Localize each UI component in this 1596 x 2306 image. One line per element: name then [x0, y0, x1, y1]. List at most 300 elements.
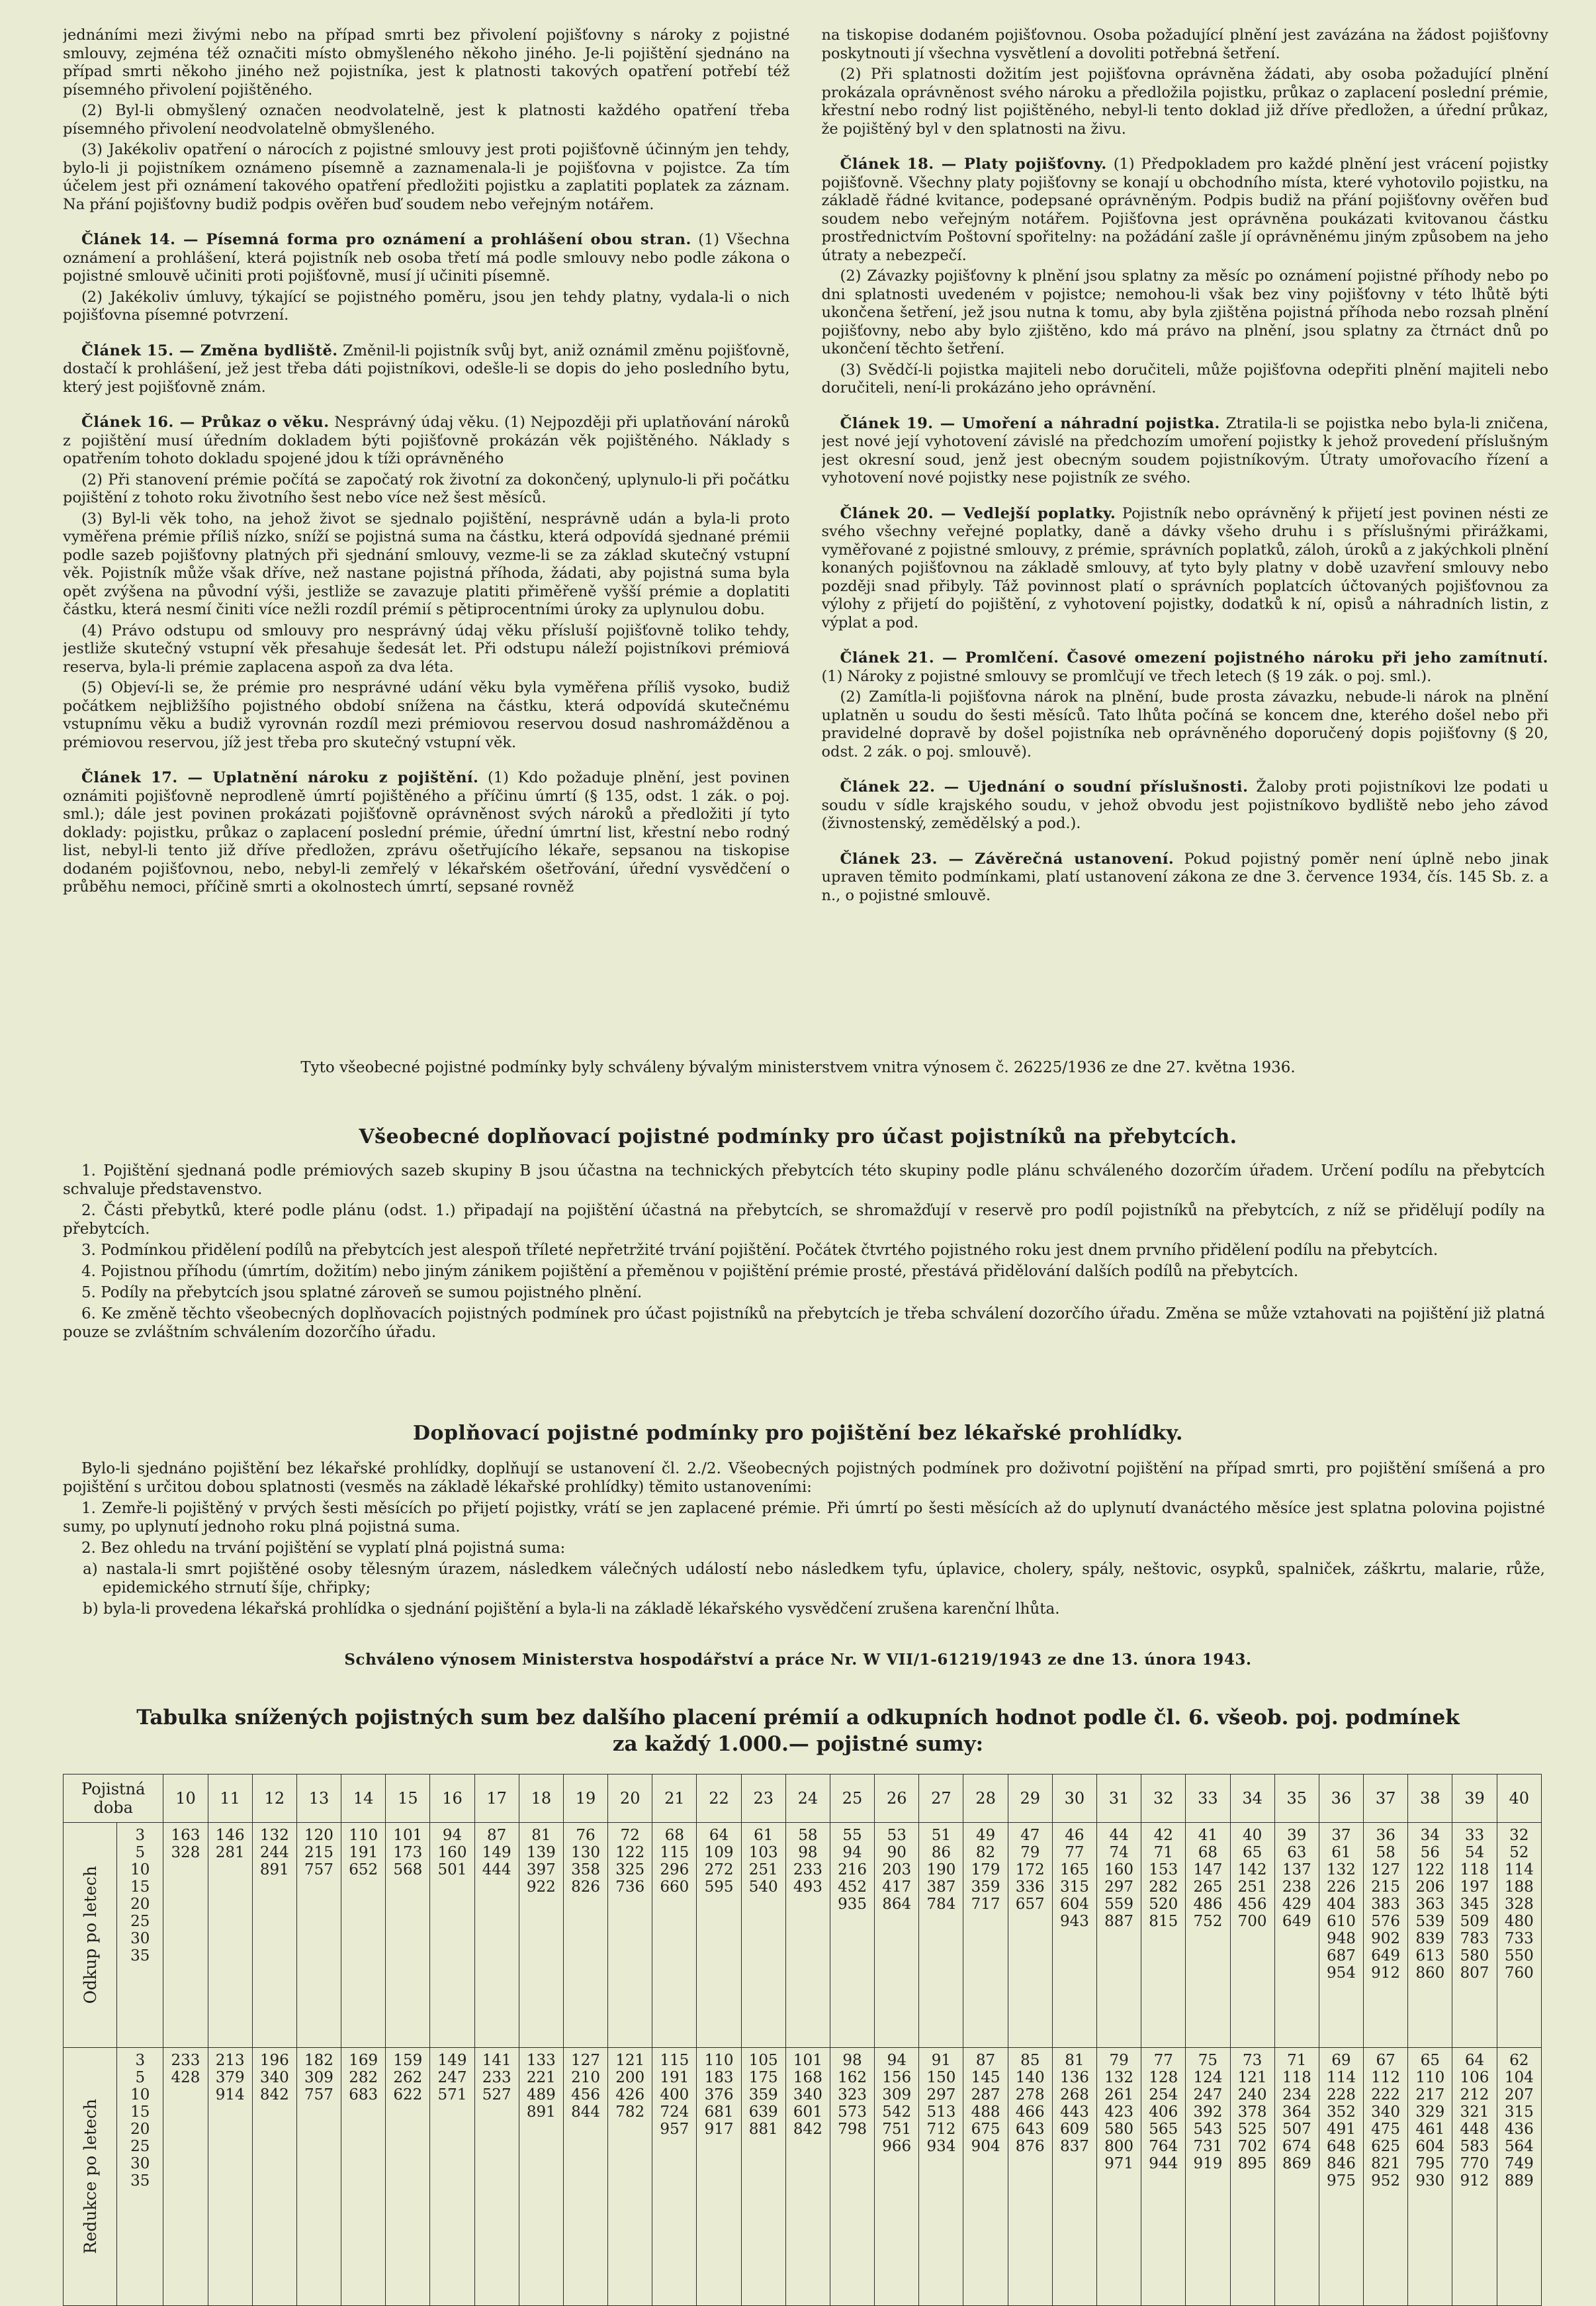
surplus-item: 5. Podíly na přebytcích jsou splatné zároveň se sumou pojistného plnění.	[81, 1284, 643, 1301]
cell-value: 957	[660, 2121, 689, 2138]
cell-value: 520	[1149, 1896, 1178, 1913]
cell-value: 54	[1464, 1844, 1485, 1861]
cell-value: 206	[1415, 1878, 1445, 1896]
cell-value: 233	[482, 2069, 511, 2086]
cell-value: 121	[615, 2052, 645, 2069]
cell-value: 160	[437, 1844, 467, 1861]
column-header: 22	[697, 1775, 741, 1823]
cell-value: 315	[1059, 1878, 1089, 1896]
odkup-column	[1274, 1823, 1319, 2048]
cell-value: 683	[349, 2086, 378, 2103]
cell-value: 935	[838, 1896, 867, 1913]
cell-value: 573	[838, 2103, 867, 2121]
nomedical-item-2: 2. Bez ohledu na trvání pojištění se vyplatí plná pojistná suma:	[81, 1540, 566, 1557]
cell-value: 278	[1015, 2086, 1045, 2103]
cell-value: 966	[882, 2138, 912, 2155]
article-paragraph	[822, 649, 1549, 686]
cell-value: 87	[487, 1827, 507, 1844]
cell-value: 757	[304, 2086, 333, 2103]
column-header: 37	[1364, 1775, 1408, 1823]
cell-value: 550	[1504, 1947, 1534, 1964]
redukce-column	[875, 2048, 919, 2306]
cell-value: 580	[1460, 1947, 1489, 1964]
cell-value: 609	[1059, 2121, 1089, 2138]
cell-value: 486	[1193, 1896, 1223, 1913]
cell-value: 895	[1237, 2155, 1267, 2172]
odkup-column	[830, 1823, 874, 2048]
cell-value: 132	[259, 1827, 289, 1844]
body-paragraph: (4) Právo odstupu od smlouvy pro nesprávný údaj věku přísluší pojišťovně toliko tehdy, jestliže skutečný vstupní věk přesahuje šedesát let. Při odstupu náleží pojistníkovi prémiová reserva, byla-li prémie zaplacena aspoň za dva léta.	[63, 622, 790, 676]
cell-value: 914	[215, 2086, 245, 2103]
cell-value: 428	[171, 2069, 200, 2086]
cell-value: 571	[437, 2086, 467, 2103]
cell-value: 364	[1282, 2103, 1311, 2121]
redukce-column	[1452, 2048, 1497, 2306]
article-text: (1) Kdo požaduje plnění, jest povinen oznámiti pojišťovně neprodleně úmrtí pojištěného a příčinu úmrtí (§ 135, odst. 1 zák. o poj. sml.); dále jest povinen prokázati pojišťovně oprávněnost svých nároků a předložiti jí tyto doklady: pojistku, průkaz o zaplacení poslední prémie, úřední úmrtní list, křestní nebo rodný list, nebyl-li tento již dříve předložen, zprávu ošetřujícího lékaře, sepsanou na tiskopise dodaném pojišťovnou, nebo, nebyl-li zemřelý v lékařském ošetřování, úřední vysvědčení o průběhu nemoci, příčině smrti a okolnostech úmrtí, sepsané rovněž	[63, 769, 790, 896]
redukce-column	[252, 2048, 296, 2306]
nomedical-intro: Bylo-li sjednáno pojištění bez lékařské prohlídky, doplňují se ustanovení čl. 2./2. Všeobecných pojistných podmínek pro doživotní pojištění na případ smrti, pro pojištění smíšená a pro pojištění s určitou dobou splatnosti (vesměs na základě lékařské prohlídky) těmito ustanoveními:	[63, 1460, 1545, 1496]
cell-value: 254	[1149, 2086, 1178, 2103]
cell-value: 601	[793, 2103, 822, 2121]
cell-value: 251	[748, 1861, 778, 1878]
cell-value: 233	[171, 2052, 200, 2069]
cell-value: 542	[882, 2103, 912, 2121]
redukce-column	[1408, 2048, 1452, 2306]
cell-value: 55	[842, 1827, 862, 1844]
odkup-column	[785, 1823, 830, 2048]
cell-value: 124	[1193, 2069, 1223, 2086]
odkup-column	[563, 1823, 607, 2048]
cell-value: 837	[1059, 2138, 1089, 2155]
cell-value: 61	[754, 1827, 774, 1844]
cell-value: 860	[1415, 1964, 1445, 1982]
cell-value: 400	[660, 2086, 689, 2103]
cell-value: 815	[1149, 1913, 1178, 1930]
column-header: 14	[341, 1775, 386, 1823]
cell-value: 501	[437, 1861, 467, 1878]
approval-note-1936: Tyto všeobecné pojistné podmínky byly schváleny bývalým ministerstvem vnitra výnosem č. 26225/1936 ze dne 27. května 1936.	[300, 1059, 1296, 1076]
odkup-column	[208, 1823, 252, 2048]
year-value: 30	[130, 1930, 150, 1947]
article-paragraph	[63, 342, 790, 397]
redukce-column	[1319, 2048, 1363, 2306]
nomedical-item-2a: a) nastala-li smrt pojištěné osoby tělesným úrazem, následkem válečných událostí nebo následkem tyfu, úplavice, cholery, spály, neštovic, osypků, spalniček, záškrtu, malarie, růže, epidemického strnutí šíje, chřipky;	[83, 1561, 1545, 1596]
year-value: 10	[130, 2086, 150, 2103]
cell-value: 160	[1104, 1861, 1134, 1878]
cell-value: 247	[437, 2069, 467, 2086]
cell-value: 217	[1415, 2086, 1445, 2103]
cell-value: 76	[576, 1827, 596, 1844]
cell-value: 98	[798, 1844, 818, 1861]
cell-value: 821	[1371, 2155, 1401, 2172]
surplus-title: Všeobecné doplňovací pojistné podmínky pro účast pojistníků na přebytcích.	[359, 1125, 1237, 1148]
cell-value: 103	[748, 1844, 778, 1861]
cell-value: 34	[1420, 1827, 1440, 1844]
odkup-column	[341, 1823, 386, 2048]
cell-value: 91	[931, 2052, 952, 2069]
odkup-column	[1497, 1823, 1541, 2048]
cell-value: 132	[1326, 1861, 1356, 1878]
year-value: 15	[130, 2103, 150, 2121]
cell-value: 150	[926, 2069, 956, 2086]
cell-value: 674	[1282, 2138, 1311, 2155]
redukce-column	[1097, 2048, 1141, 2306]
cell-value: 53	[887, 1827, 907, 1844]
cell-value: 191	[349, 1844, 378, 1861]
cell-value: 321	[1460, 2103, 1489, 2121]
redukce-column	[697, 2048, 741, 2306]
right-column	[822, 26, 1549, 1059]
cell-value: 323	[838, 2086, 867, 2103]
cell-value: 540	[748, 1878, 778, 1896]
cell-value: 98	[842, 2052, 862, 2069]
cell-value: 215	[1371, 1878, 1401, 1896]
cell-value: 649	[1282, 1913, 1311, 1930]
cell-value: 127	[1371, 1861, 1401, 1878]
cell-value: 145	[971, 2069, 1000, 2086]
cell-value: 340	[1371, 2103, 1401, 2121]
cell-value: 764	[1149, 2138, 1178, 2155]
cell-value: 652	[349, 1861, 378, 1878]
cell-value: 46	[1065, 1827, 1085, 1844]
cell-value: 272	[704, 1861, 734, 1878]
cell-value: 68	[1198, 1844, 1218, 1861]
cell-value: 101	[393, 1827, 423, 1844]
cell-value: 757	[304, 1861, 333, 1878]
cell-value: 79	[1109, 2052, 1129, 2069]
cell-value: 842	[793, 2121, 822, 2138]
table-title	[0, 1704, 1596, 1757]
cell-value: 648	[1326, 2138, 1356, 2155]
cell-value: 203	[882, 1861, 912, 1878]
cell-value: 190	[926, 1861, 956, 1878]
cell-value: 363	[1415, 1896, 1445, 1913]
cell-value: 466	[1015, 2103, 1045, 2121]
redukce-column	[1186, 2048, 1230, 2306]
article-heading: Článek 23. — Závěrečná ustanovení.	[840, 850, 1175, 868]
cell-value: 33	[1464, 1827, 1485, 1844]
redukce-column	[830, 2048, 874, 2306]
cell-value: 461	[1415, 2121, 1445, 2138]
cell-value: 297	[926, 2086, 956, 2103]
year-value: 5	[135, 2069, 146, 2086]
odkup-column	[1408, 1823, 1452, 2048]
cell-value: 64	[1464, 2052, 1485, 2069]
cell-value: 826	[571, 1878, 600, 1896]
cell-value: 94	[887, 2052, 907, 2069]
body-paragraph: (2) Při stanovení prémie počítá se započatý rok životní za dokončený, uplynulo-li při počátku pojištění z tohoto roku životního šest nebo více než šest měsíců.	[63, 471, 790, 506]
article-heading: Článek 20. — Vedlejší poplatky.	[840, 504, 1116, 522]
odkup-column	[875, 1823, 919, 2048]
cell-value: 139	[526, 1844, 556, 1861]
cell-value: 622	[393, 2086, 423, 2103]
redukce-column	[474, 2048, 519, 2306]
cell-value: 336	[1015, 1878, 1045, 1896]
cell-value: 140	[1015, 2069, 1045, 2086]
cell-value: 32	[1509, 1827, 1529, 1844]
cell-value: 191	[660, 2069, 689, 2086]
redukce-column	[563, 2048, 607, 2306]
year-value: 3	[135, 1827, 146, 1844]
cell-value: 513	[926, 2103, 956, 2121]
cell-value: 971	[1104, 2155, 1134, 2172]
odkup-years	[117, 1823, 163, 2048]
column-header: 27	[919, 1775, 963, 1823]
cell-value: 251	[1237, 1878, 1267, 1896]
nomedical-item-1: 1. Zemře-li pojištěný v prvých šesti měsících po přijetí pojistky, vrátí se jen zaplacené prémie. Při úmrtí po šesti měsících až do uplynutí dvanáctého měsíce jest splatna polovina pojistné sumy, po uplynutí jednoho roku plná pojistná suma.	[63, 1500, 1545, 1536]
article-paragraph	[63, 231, 790, 286]
cell-value: 902	[1371, 1930, 1401, 1947]
article-heading: Článek 18. — Platy pojišťovny.	[840, 156, 1107, 173]
cell-value: 934	[926, 2138, 956, 2155]
cell-value: 379	[215, 2069, 245, 2086]
article-paragraph	[822, 851, 1549, 905]
cell-value: 436	[1504, 2121, 1534, 2138]
cell-value: 44	[1109, 1827, 1129, 1844]
cell-value: 736	[615, 1878, 645, 1896]
redukce-column	[208, 2048, 252, 2306]
redukce-column	[163, 2048, 208, 2306]
cell-value: 141	[482, 2052, 511, 2069]
cell-value: 121	[1237, 2069, 1267, 2086]
year-value: 10	[130, 1861, 150, 1878]
cell-value: 952	[1371, 2172, 1401, 2190]
body-paragraph: (5) Objeví-li se, že prémie pro nesprávné udání věku byla vyměřena příliš vysoko, budiž počátkem nejbližšího pojistného období snížena na částku, která odpovídá skutečnému vstupnímu věku a budiž vyrovnán rozdíl mezi prémiovou reservou dosud nashromážděnou a prémiovou reservou, jíž jest třeba pro skutečný vstupní věk.	[63, 679, 790, 751]
values-table	[63, 1774, 1542, 2306]
cell-value: 527	[482, 2086, 511, 2103]
odkup-column	[1364, 1823, 1408, 2048]
column-header: 15	[386, 1775, 430, 1823]
odkup-column	[697, 1823, 741, 2048]
cell-value: 760	[1504, 1964, 1534, 1982]
cell-value: 207	[1504, 2086, 1534, 2103]
article-text: Pokud pojistný poměr není úplně nebo jinak upraven těmito podmínkami, platí ustanovení zákona ze dne 3. července 1934, čís. 145 Sb. z. a n., o pojistné smlouvě.	[821, 850, 1548, 904]
column-header: 33	[1186, 1775, 1230, 1823]
surplus-item: 1. Pojištění sjednaná podle prémiových sazeb skupiny B jsou účastna na technických přebytcích této skupiny podle plánu schváleného dozorčím úřadem. Určení podílu na přebytcích schvaluje představenstvo.	[63, 1162, 1545, 1198]
cell-value: 889	[1504, 2172, 1534, 2190]
redukce-column	[430, 2048, 474, 2306]
year-value: 35	[130, 2172, 150, 2190]
cell-value: 488	[971, 2103, 1000, 2121]
cell-value: 639	[748, 2103, 778, 2121]
cell-value: 287	[971, 2086, 1000, 2103]
odkup-label	[64, 1823, 117, 2048]
cell-value: 876	[1015, 2138, 1045, 2155]
cell-value: 800	[1104, 2138, 1134, 2155]
cell-value: 491	[1326, 2121, 1356, 2138]
cell-value: 798	[838, 2121, 867, 2138]
cell-value: 262	[393, 2069, 423, 2086]
redukce-column	[1497, 2048, 1541, 2306]
cell-value: 41	[1198, 1827, 1218, 1844]
cell-value: 153	[1149, 1861, 1178, 1878]
cell-value: 325	[615, 1861, 645, 1878]
cell-value: 712	[926, 2121, 956, 2138]
cell-value: 376	[704, 2086, 734, 2103]
cell-value: 643	[1015, 2121, 1045, 2138]
cell-value: 864	[882, 1896, 912, 1913]
cell-value: 917	[704, 2121, 734, 2138]
redukce-column	[652, 2048, 697, 2306]
column-header: 40	[1497, 1775, 1541, 1823]
cell-value: 110	[704, 2052, 734, 2069]
cell-value: 657	[1015, 1896, 1045, 1913]
year-value: 15	[130, 1878, 150, 1896]
header-label: Pojistná doba	[64, 1775, 163, 1823]
cell-value: 383	[1371, 1896, 1401, 1913]
cell-value: 443	[1059, 2103, 1089, 2121]
cell-value: 309	[304, 2069, 333, 2086]
cell-value: 595	[704, 1878, 734, 1896]
cell-value: 90	[887, 1844, 907, 1861]
cell-value: 36	[1376, 1827, 1396, 1844]
cell-value: 238	[1282, 1878, 1311, 1896]
cell-value: 128	[1149, 2069, 1178, 2086]
year-value: 25	[130, 1913, 150, 1930]
article-text: Pojistník nebo oprávněný k přijetí jest povinen nésti ze svého všechny veřejné poplatky, daně a dávky všeho druhu i s příslušnými přirážkami, vyměřované z pojistné smlouvy, z prémie, správních poplatků, záloh, úroků a z jakýchkoli plnění konaných pojišťovnou na základě smlouvy, ať tyto byly platny v době uzavření smlouvy nebo později snad přibyly. Táž povinnost platí o správních poplatcích účtovaných pojišťovnou za výlohy z přijetí do pojištění, z vyhotovení pojistky, dodatků k ní, opisů a náhradních listin, z výplat a pod.	[821, 504, 1548, 631]
column-header: 23	[741, 1775, 785, 1823]
column-header: 18	[519, 1775, 563, 1823]
column-header: 36	[1319, 1775, 1363, 1823]
cell-value: 63	[1287, 1844, 1307, 1861]
redukce-column	[296, 2048, 341, 2306]
cell-value: 397	[526, 1861, 556, 1878]
cell-value: 912	[1460, 2172, 1489, 2190]
cell-value: 52	[1509, 1844, 1529, 1861]
cell-value: 426	[615, 2086, 645, 2103]
cell-value: 86	[931, 1844, 952, 1861]
cell-value: 752	[1193, 1913, 1223, 1930]
cell-value: 115	[660, 1844, 689, 1861]
cell-value: 168	[793, 2069, 822, 2086]
cell-value: 543	[1193, 2121, 1223, 2138]
cell-value: 42	[1153, 1827, 1173, 1844]
cell-value: 456	[571, 2086, 600, 2103]
article-paragraph	[63, 769, 790, 897]
redukce-column	[608, 2048, 652, 2306]
cell-value: 282	[349, 2069, 378, 2086]
cell-value: 210	[571, 2069, 600, 2086]
column-header: 35	[1274, 1775, 1319, 1823]
cell-value: 149	[482, 1844, 511, 1861]
cell-value: 179	[971, 1861, 1000, 1878]
cell-value: 507	[1282, 2121, 1311, 2138]
odkup-column	[519, 1823, 563, 2048]
cell-value: 106	[1460, 2069, 1489, 2086]
column-header: 16	[430, 1775, 474, 1823]
body-paragraph: (2) Závazky pojišťovny k plnění jsou splatny za měsíc po oznámení pojistné příhody nebo po dni splatnosti uvedeném v pojistce; nemohou-li však bez viny pojišťovny v této lhůtě býti ukončena šetření, jež jsou nutna k tomu, aby byla zjištěna pojistná příhoda nebo rozsah plnění pojišťovny, nebo aby bylo zjištěno, kdo má právo na plnění, jsou splatny za čtrnáct dnů po ukončení těchto šetření.	[821, 267, 1548, 357]
cell-value: 345	[1460, 1896, 1489, 1913]
cell-value: 51	[931, 1827, 952, 1844]
cell-value: 62	[1509, 2052, 1529, 2069]
redukce-column	[1008, 2048, 1052, 2306]
year-value: 5	[135, 1844, 146, 1861]
cell-value: 120	[304, 1827, 333, 1844]
cell-value: 72	[620, 1827, 640, 1844]
surplus-item: 4. Pojistnou příhodu (úmrtím, dožitím) nebo jiným zánikem pojištění a přeměnou v pojištění prémie prosté, přestává přidělování dalších podílů na přebytcích.	[81, 1263, 1299, 1280]
cell-value: 406	[1149, 2103, 1178, 2121]
cell-value: 625	[1371, 2138, 1401, 2155]
cell-value: 49	[975, 1827, 996, 1844]
cell-value: 423	[1104, 2103, 1134, 2121]
cell-value: 130	[571, 1844, 600, 1861]
cell-value: 930	[1415, 2172, 1445, 2190]
cell-value: 114	[1504, 1861, 1534, 1878]
cell-value: 846	[1326, 2155, 1356, 2172]
cell-value: 165	[1059, 1861, 1089, 1878]
cell-value: 891	[259, 1861, 289, 1878]
cell-value: 717	[971, 1896, 1000, 1913]
article-paragraph	[822, 156, 1549, 265]
cell-value: 881	[748, 2121, 778, 2138]
table-title-line2: za každý 1.000.— pojistné sumy:	[612, 1732, 984, 1756]
body-paragraph: jednáními mezi živými nebo na případ smrti bez přivolení pojišťovny s nároky z pojistné smlouvy, zejména též označiti místo obmyšleného někoho jiného. Je-li pojištění sjednáno na případ smrti někoho jiného než pojistníka, jest k platnosti takových opatření potřebí též písemného přivolení pojištěného.	[63, 26, 790, 99]
cell-value: 844	[571, 2103, 600, 2121]
cell-value: 69	[1331, 2052, 1351, 2069]
cell-value: 975	[1326, 2172, 1356, 2190]
redukce-column	[386, 2048, 430, 2306]
article-heading: Článek 17. — Uplatnění nároku z pojištění.	[81, 769, 479, 786]
cell-value: 452	[838, 1878, 867, 1896]
cell-value: 182	[304, 2052, 333, 2069]
cell-value: 282	[1149, 1878, 1178, 1896]
article-text: (1) Nároky z pojistné smlouvy se promlčují ve třech letech (§ 19 zák. o poj. sml.).	[821, 667, 1432, 685]
cell-value: 240	[1237, 2086, 1267, 2103]
article-text: (1) Předpokladem pro každé plnění jest vrácení pojistky pojišťovně. Všechny platy pojišťovny se konají u obchodního místa, které vyhotovilo pojistku, na základě řádné kvitance, podepsané oprávněným. Podpis budiž na přání pojišťovny ověřen buď soudem nebo veřejným notářem. Pojišťovna jest oprávněna poukázati kvitovanou částku prostřednictvím Poštovní spořitelny: na požádání zašle jí oprávněnému jiným způsobem na jeho útraty a nebezpečí.	[821, 156, 1548, 264]
cell-value: 77	[1065, 1844, 1085, 1861]
cell-value: 568	[393, 1861, 423, 1878]
cell-value: 564	[1504, 2138, 1534, 2155]
cell-value: 228	[1326, 2086, 1356, 2103]
column-header: 10	[163, 1775, 208, 1823]
article-heading: Článek 22. — Ujednání o soudní příslušnosti.	[840, 778, 1249, 796]
cell-value: 352	[1326, 2103, 1356, 2121]
cell-value: 475	[1371, 2121, 1401, 2138]
cell-value: 429	[1282, 1896, 1311, 1913]
cell-value: 378	[1237, 2103, 1267, 2121]
cell-value: 944	[1149, 2155, 1178, 2172]
cell-value: 456	[1237, 1896, 1267, 1913]
cell-value: 115	[660, 2052, 689, 2069]
cell-value: 39	[1287, 1827, 1307, 1844]
odkup-column	[963, 1823, 1008, 2048]
odkup-label-text: Odkup po letech	[80, 1866, 100, 2004]
cell-value: 110	[1415, 2069, 1445, 2086]
redukce-column	[1364, 2048, 1408, 2306]
year-value: 25	[130, 2138, 150, 2155]
cell-value: 610	[1326, 1913, 1356, 1930]
cell-value: 73	[1242, 2052, 1263, 2069]
odkup-column	[1008, 1823, 1052, 2048]
redukce-column	[341, 2048, 386, 2306]
cell-value: 122	[1415, 1861, 1445, 1878]
cell-value: 784	[926, 1896, 956, 1913]
article-paragraph	[822, 778, 1549, 833]
body-paragraph: (2) Při splatnosti dožitím jest pojišťovna oprávněna žádati, aby osoba požadující plnění prokázala oprávněnost svého nároku a předložila pojistku, průkaz o zaplacení poslední prémie, křestní nebo rodný list pojištěného, nebyl-li tento doklad již dříve předložen, a úřední průkaz, že pojištěný byl v den splatnosti na živu.	[821, 66, 1548, 138]
cell-value: 183	[704, 2069, 734, 2086]
cell-value: 525	[1237, 2121, 1267, 2138]
odkup-column	[741, 1823, 785, 2048]
year-value: 3	[135, 2052, 146, 2069]
body-paragraph: (3) Byl-li věk toho, na jehož život se sjednalo pojištění, nesprávně udán a byla-li proto vyměřena prémie příliš nízko, sníží se pojistná suma na částku, která odpovídá sjednané prémii podle sazeb pojišťovny platných při sjednání smlouvy, vezme-li se za základ skutečný vstupní věk. Pojistník může však dříve, než nastane pojistná příhoda, žádati, aby pojistná suma byla opět zvýšena na původní výši, jestliže se zavazuje platiti přiměřeně vyšší prémie a doplatiti částku, která nesmí činiti více nežli rozdíl prémií s pětiprocentními úroky za uplynulou dobu.	[63, 510, 790, 618]
cell-value: 687	[1326, 1947, 1356, 1964]
redukce-column	[1052, 2048, 1096, 2306]
surplus-conditions	[63, 1162, 1545, 1344]
cell-value: 613	[1415, 1947, 1445, 1964]
year-value: 35	[130, 1947, 150, 1964]
redukce-column	[519, 2048, 563, 2306]
cell-value: 234	[1282, 2086, 1311, 2103]
